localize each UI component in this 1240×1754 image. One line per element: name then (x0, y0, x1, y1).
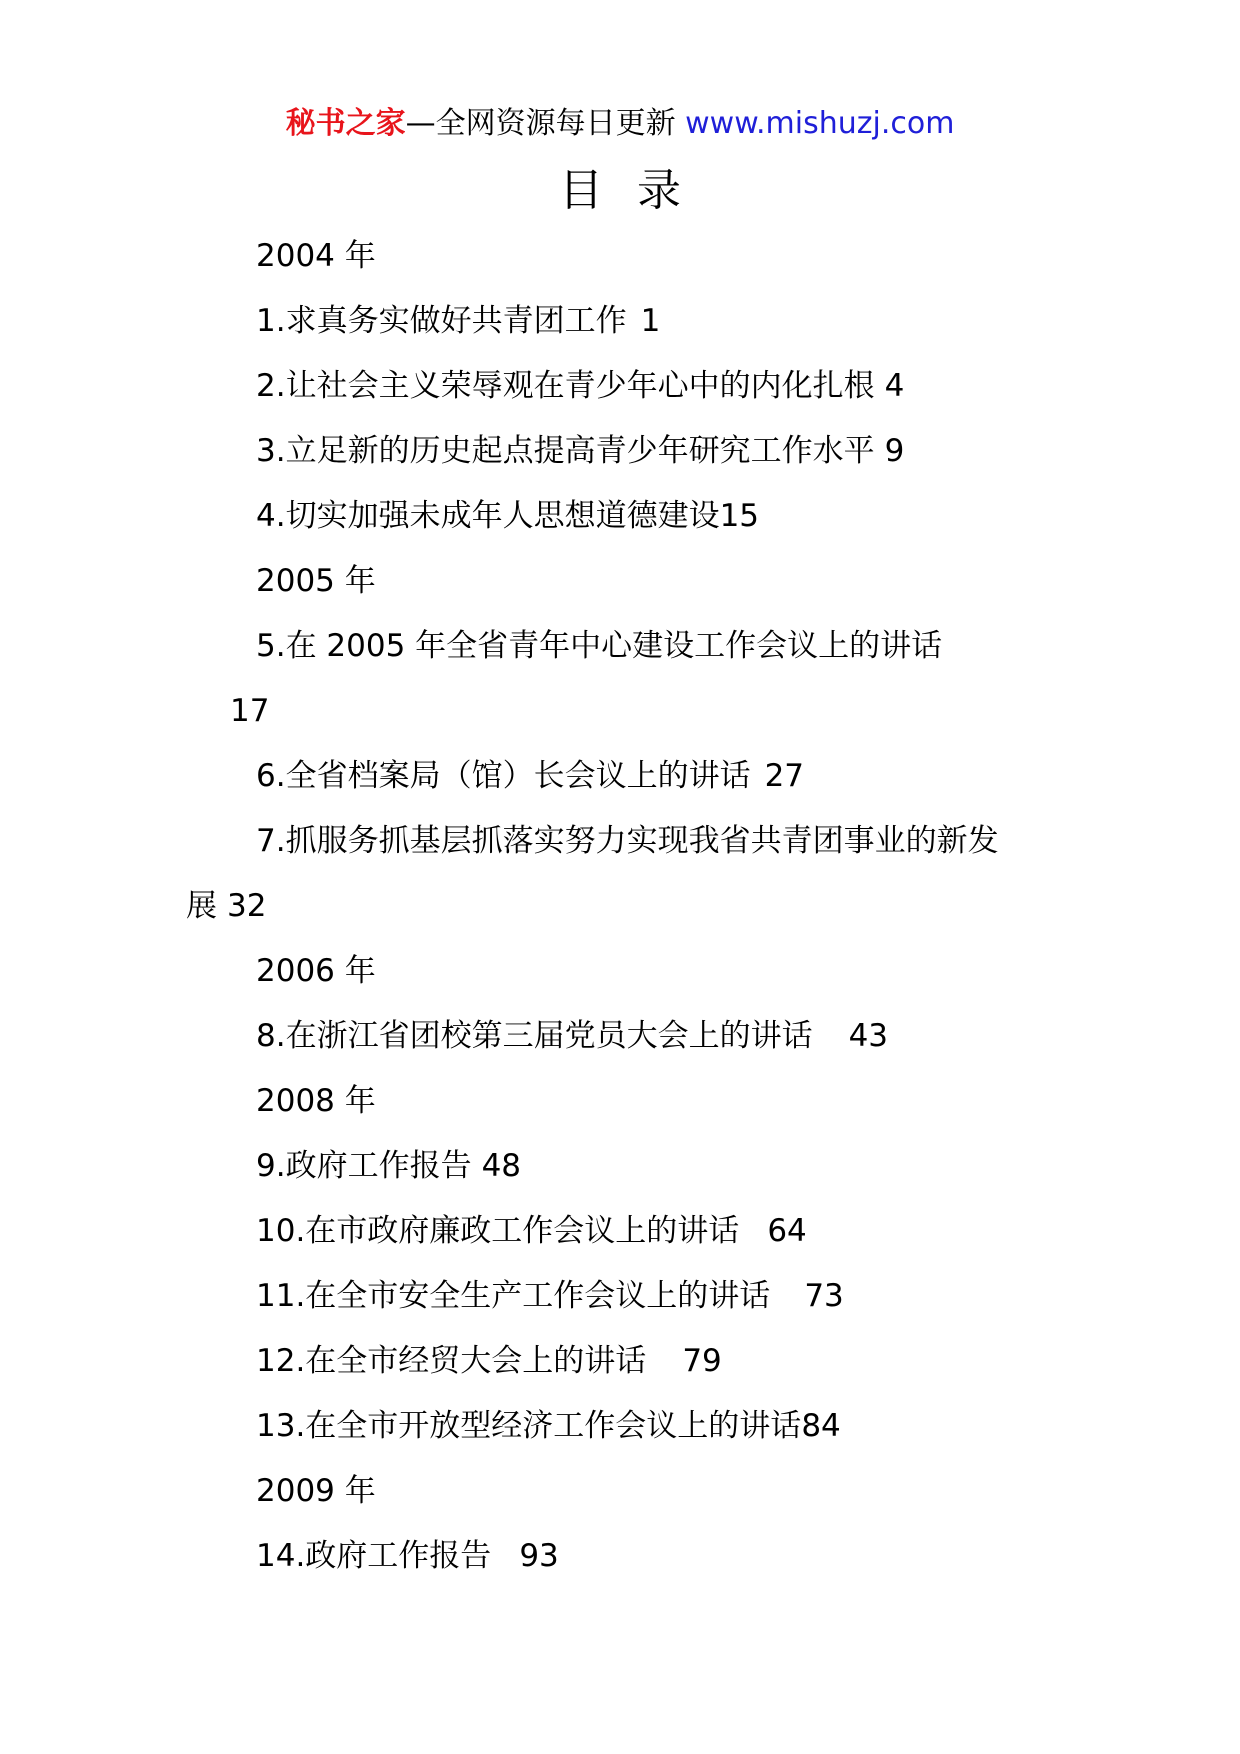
toc-page-number: 48 (481, 1148, 522, 1184)
toc-page-number: 4 (884, 368, 905, 404)
toc-year-heading (186, 1069, 1056, 1134)
toc-page-number: 1 (640, 303, 661, 339)
toc-entry-continuation[interactable] (186, 874, 1056, 939)
toc-page-number: 93 (519, 1538, 559, 1574)
toc-entry[interactable] (186, 1264, 1056, 1329)
toc-page-number: 17 (230, 693, 270, 729)
toc-page-number: 79 (682, 1343, 722, 1379)
toc-entry[interactable] (186, 289, 1056, 354)
toc-entry-text: 4.切实加强未成年人思想道德建设 (256, 498, 720, 534)
toc-entry-text: 3.立足新的历史起点提高青少年研究工作水平 (256, 433, 875, 469)
toc-entry[interactable] (186, 354, 1056, 419)
toc-entry[interactable] (186, 614, 1056, 679)
toc-page-number: 32 (227, 888, 267, 924)
toc-year-heading (186, 224, 1056, 289)
toc-entry[interactable] (186, 744, 1056, 809)
toc-entry-continuation[interactable] (186, 679, 1056, 744)
toc-entry-text: 8.在浙江省团校第三届党员大会上的讲话 (256, 1018, 813, 1054)
toc-year-heading (186, 939, 1056, 1004)
toc-entry-text: 9.政府工作报告 (256, 1148, 472, 1184)
page-title: 目录 (559, 165, 715, 216)
toc-page-number: 84 (801, 1408, 841, 1444)
brand-name: 秘书之家 (285, 106, 406, 141)
toc-entry-text: 10.在市政府廉政工作会议上的讲话 (256, 1213, 740, 1249)
toc-entry[interactable] (186, 1199, 1056, 1264)
toc-entry-text: 2004 年 (256, 238, 376, 274)
toc-entry-text: 5.在 2005 年全省青年中心建设工作会议上的讲话 (256, 628, 943, 664)
toc-page-number: 64 (767, 1213, 807, 1249)
toc-entry[interactable] (186, 419, 1056, 484)
toc-entry[interactable] (186, 1004, 1056, 1069)
toc-entry-text: 1.求真务实做好共青团工作 (256, 303, 627, 339)
toc-entry-text: 2.让社会主义荣辱观在青少年心中的内化扎根 (256, 368, 875, 404)
site-url-link[interactable]: www.mishuzj.com (685, 106, 955, 141)
toc-page-number: 27 (764, 758, 805, 794)
toc-page-number: 9 (884, 433, 905, 469)
toc-page-number: 73 (804, 1278, 844, 1314)
toc-entry-text: 2005 年 (256, 563, 376, 599)
toc-entry-text: 2006 年 (256, 953, 376, 989)
toc-page-number: 15 (719, 498, 760, 534)
toc-entry-text: 14.政府工作报告 (256, 1538, 492, 1574)
toc-year-heading (186, 1459, 1056, 1524)
toc-entry[interactable] (186, 1134, 1056, 1199)
toc-year-heading (186, 549, 1056, 614)
toc-entry-text: 12.在全市经贸大会上的讲话 (256, 1343, 647, 1379)
toc-entry[interactable] (186, 1394, 1056, 1459)
toc-entry[interactable] (186, 484, 1056, 549)
toc-entry-text: 展 (186, 888, 217, 924)
site-header (0, 100, 1240, 148)
table-of-contents (186, 224, 1056, 1589)
toc-entry-text: 13.在全市开放型经济工作会议上的讲话 (256, 1408, 802, 1444)
toc-entry-text: 2009 年 (256, 1473, 376, 1509)
toc-page-number: 43 (848, 1018, 889, 1054)
toc-entry-text: 6.全省档案局（馆）长会议上的讲话 (256, 758, 751, 794)
toc-entry[interactable] (186, 1524, 1056, 1589)
toc-entry[interactable] (186, 1329, 1056, 1394)
toc-entry[interactable] (186, 809, 1056, 874)
toc-entry-text: 7.抓服务抓基层抓落实努力实现我省共青团事业的新发 (256, 823, 999, 859)
tagline: —全网资源每日更新 (405, 106, 676, 141)
toc-entry-text: 11.在全市安全生产工作会议上的讲话 (256, 1278, 771, 1314)
toc-entry-text: 2008 年 (256, 1083, 376, 1119)
